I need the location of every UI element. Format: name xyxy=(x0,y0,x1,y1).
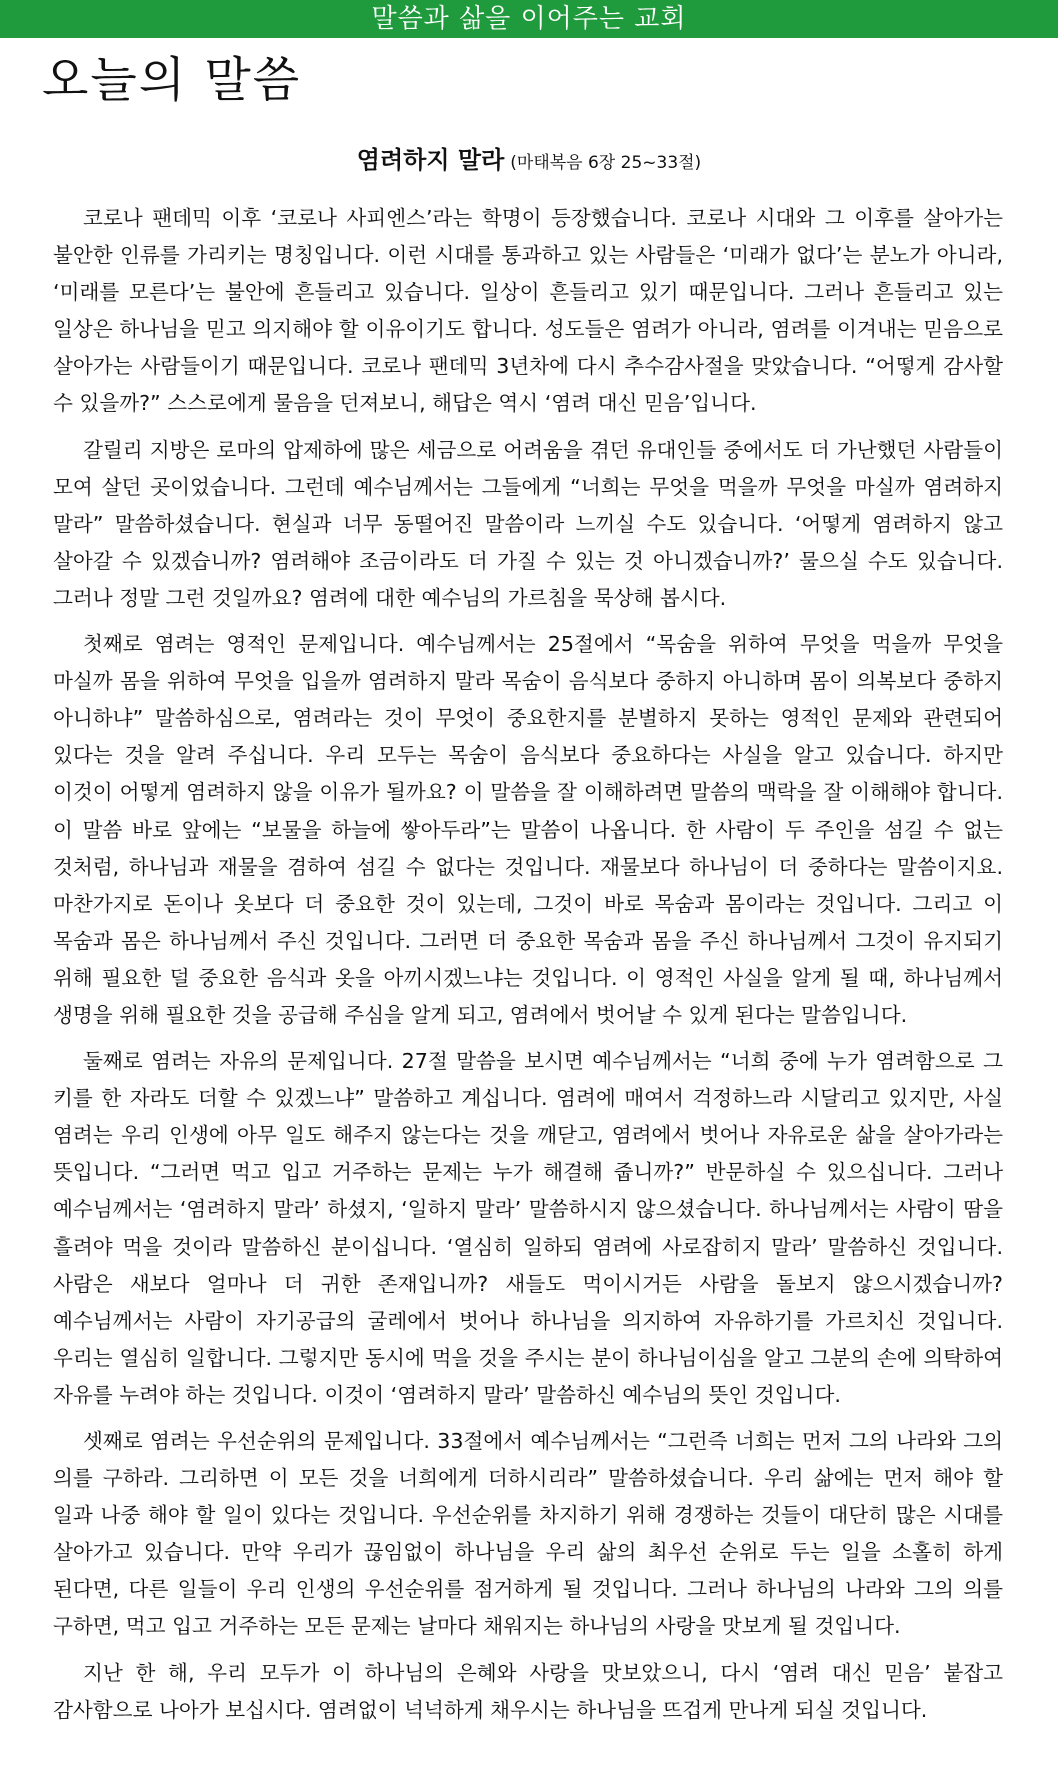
scripture-reference: (마태복음 6장 25~33절) xyxy=(510,153,702,173)
paragraph-second-point: 둘째로 염려는 자유의 문제입니다. 27절 말씀을 보시면 예수님께서는 “너희 중에 누가 염려함으로 그 키를 한 자라도 더할 수 있겠느냐” 말씀하고 계십니다. 염려에 매여서 걱정하느라 시달리고 있지만, 사실 염려는 우리 인생에 아무 일도 해주지 않는다는 것을 깨닫고, 염려에서 벗어나 자유로운 삶을 살아가라는 뜻입니다. “그러면 먹고 입고 거주하는 문제는 누가 해결해 줍니까?” 반문하실 수 있으십니다. 그러나 예수님께서는 ‘염려하지 말라’ 하셨지, ‘일하지 말라’ 말씀하시지 않으셨습니다. 하나님께서는 사람이 땀을 흘려야 먹을 것이라 말씀하신 분이십니다. ‘열심히 일하되 염려에 사로잡히지 말라’ 말씀하신 것입니다. 사람은 새보다 얼마나 더 귀한 존재입니까? 새들도 먹이시거든 사람을 돌보지 않으시겠습니까? 예수님께서는 사람이 자기공급의 굴레에서 벗어나 하나님을 의지하여 자유하기를 가르치신 것입니다. 우리는 열심히 일합니다. 그렇지만 동시에 먹을 것을 주시는 분이 하나님이심을 알고 그분의 손에 의탁하여 자유를 누려야 하는 것입니다. 이것이 ‘염려하지 말라’ 말씀하신 예수님의 뜻인 것입니다. xyxy=(53,1049,1003,1407)
page-title: 오늘의 말씀 xyxy=(42,52,302,108)
paragraph-galilee: 갈릴리 지방은 로마의 압제하에 많은 세금으로 어려움을 겪던 유대인들 중에서도 더 가난했던 사람들이 모여 살던 곳이었습니다. 그런데 예수님께서는 그들에게 “너희는 무엇을 먹을까 무엇을 마실까 염려하지 말라” 말씀하셨습니다. 현실과 너무 동떨어진 말씀이라 느끼실 수도 있습니다. ‘어떻게 염려하지 않고 살아갈 수 있겠습니까? 염려해야 조금이라도 더 가질 수 있는 것 아니겠습니까?’ 물으실 수도 있습니다. 그러나 정말 그런 것일까요? 염려에 대한 예수님의 가르침을 묵상해 봅시다. xyxy=(53,437,1003,610)
paragraph-first-point: 첫째로 염려는 영적인 문제입니다. 예수님께서는 25절에서 “목숨을 위하여 무엇을 먹을까 무엇을 마실까 몸을 위하여 무엇을 입을까 염려하지 말라 목숨이 음식보다 중하지 아니하며 몸이 의복보다 중하지 아니하냐” 말씀하심으로, 염려라는 것이 무엇이 중요한지를 분별하지 못하는 영적인 문제와 관련되어 있다는 것을 알려 주십니다. 우리 모두는 목숨이 음식보다 중요하다는 사실을 알고 있습니다. 하지만 이것이 어떻게 염려하지 않을 이유가 될까요? 이 말씀을 잘 이해하려면 말씀의 맥락을 잘 이해해야 합니다. 이 말씀 바로 앞에는 “보물을 하늘에 쌓아두라”는 말씀이 나옵니다. 한 사람이 두 주인을 섬길 수 없는 것처럼, 하나님과 재물을 겸하여 섬길 수 없다는 것입니다. 재물보다 하나님이 더 중하다는 말씀이지요. 마찬가지로 돈이나 옷보다 더 중요한 것이 있는데, 그것이 바로 목숨과 몸이라는 것입니다. 그리고 이 목숨과 몸은 하나님께서 주신 것입니다. 그러면 더 중요한 목숨과 몸을 주신 하나님께서 그것이 유지되기 위해 필요한 덜 중요한 음식과 옷을 아끼시겠느냐는 것입니다. 이 영적인 사실을 알게 될 때, 하나님께서 생명을 위해 필요한 것을 공급해 주심을 알게 되고, 염려에서 벗어날 수 있게 된다는 말씀입니다. xyxy=(53,632,1003,1027)
paragraph-intro: 코로나 팬데믹 이후 ‘코로나 사피엔스’라는 학명이 등장했습니다. 코로나 시대와 그 이후를 살아가는 불안한 인류를 가리키는 명칭입니다. 이런 시대를 통과하고 있는 사람들은 ‘미래가 없다’는 분노가 아니라, ‘미래를 모른다’는 불안에 흔들리고 있습니다. 일상이 흔들리고 있기 때문입니다. 그러나 흔들리고 있는 일상은 하나님을 믿고 의지해야 할 이유이기도 합니다. 성도들은 염려가 아니라, 염려를 이겨내는 믿음으로 살아가는 사람들이기 때문입니다. 코로나 팬데믹 3년차에 다시 추수감사절을 맞았습니다. “어떻게 감사할 수 있을까?” 스스로에게 물음을 던져보니, 해답은 역시 ‘염려 대신 믿음’입니다. xyxy=(53,206,1003,416)
paragraph-third-point: 셋째로 염려는 우선순위의 문제입니다. 33절에서 예수님께서는 “그런즉 너희는 먼저 그의 나라와 그의 의를 구하라. 그리하면 이 모든 것을 너희에게 더하시리라” 말씀하셨습니다. 우리 삶에는 먼저 해야 할 일과 나중 해야 할 일이 있다는 것입니다. 우선순위를 차지하기 위해 경쟁하는 것들이 대단히 많은 시대를 살아가고 있습니다. 만약 우리가 끊임없이 하나님을 우리 삶의 최우선 순위로 두는 일을 소홀히 하게 된다면, 다른 일들이 우리 인생의 우선순위를 점거하게 될 것입니다. 그러나 하나님의 나라와 그의 의를 구하면, 먹고 입고 거주하는 모든 문제는 날마다 채워지는 하나님의 사랑을 맛보게 될 것입니다. xyxy=(53,1429,1003,1639)
paragraph-conclusion: 지난 한 해, 우리 모두가 이 하나님의 은혜와 사랑을 맛보았으니, 다시 ‘염려 대신 믿음’ 붙잡고 감사함으로 나아가 보십시다. 염려없이 넉넉하게 채우시는 하나님을 뜨겁게 만나게 되실 것입니다. xyxy=(53,1660,1003,1722)
church-banner xyxy=(0,0,1058,38)
sermon-heading xyxy=(0,143,1058,180)
sermon-body xyxy=(53,200,1003,1738)
sermon-title: 염려하지 말라 xyxy=(356,146,505,174)
church-slogan: 말씀과 삶을 이어주는 교회 xyxy=(371,4,687,34)
